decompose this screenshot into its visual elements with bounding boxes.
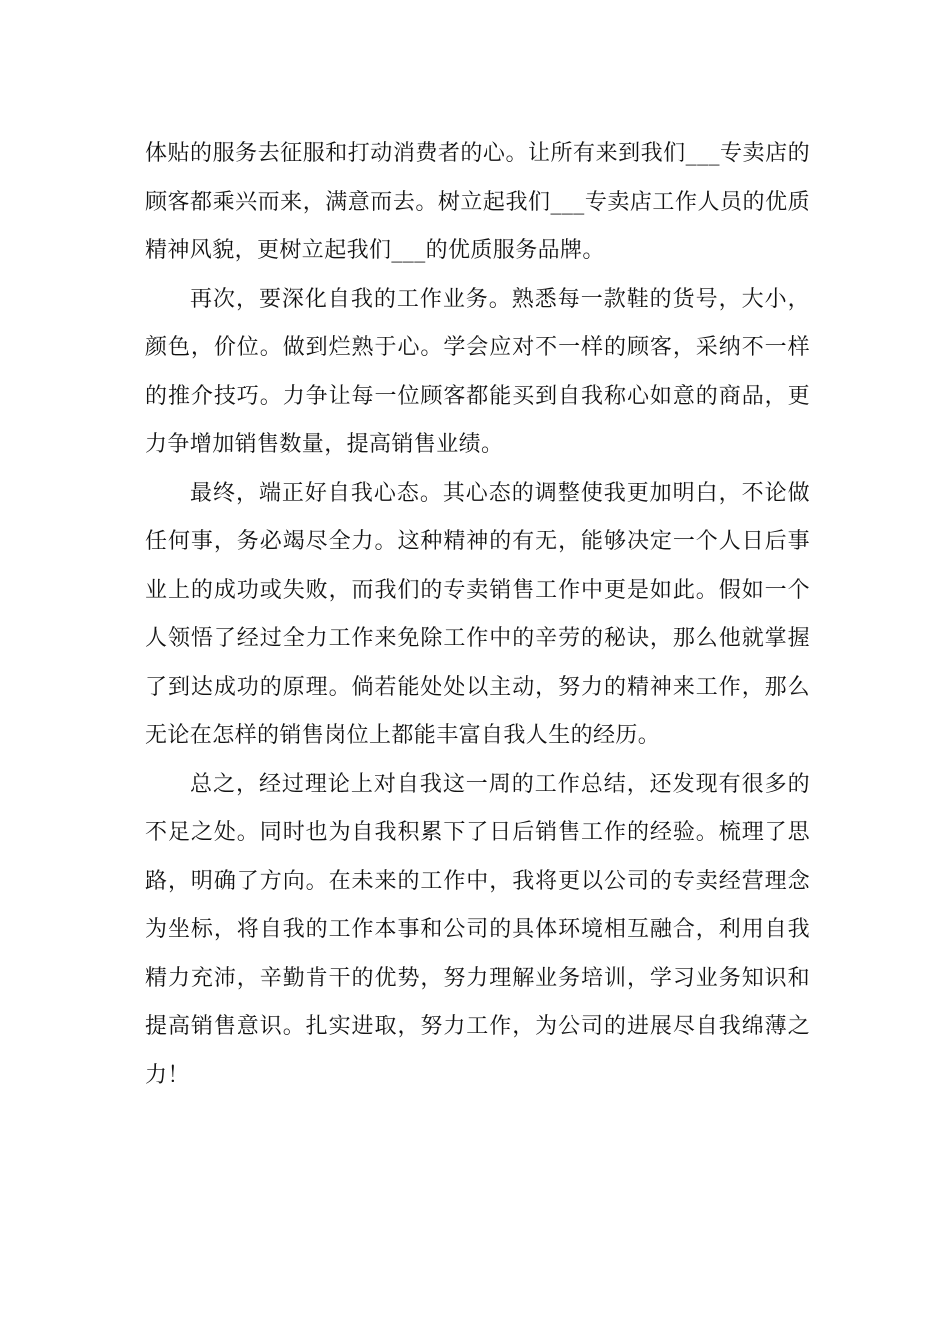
paragraph-attitude: 最终，端正好自我心态。其心态的调整使我更加明白，不论做任何事，务必竭尽全力。这种精神的有无，能够决定一个人日后事业上的成功或失败，而我们的专卖销售工作中更是如此。假如一个人领悟了经过全力工作来免除工作中的辛劳的秘诀，那么他就掌握了到达成功的原理。倘若能处处以主动，努力的精神来工作，那么无论在怎样的销售岗位上都能丰富自我人生的经历。 — [145, 480, 810, 748]
paragraph-deepen-work: 再次，要深化自我的工作业务。熟悉每一款鞋的货号，大小，颜色，价位。做到烂熟于心。学会应对不一样的顾客，采纳不一样的推介技巧。力争让每一位顾客都能买到自我称心如意的商品，更力争增加销售数量，提高销售业绩。 — [145, 286, 810, 457]
paragraph-summary: 总之，经过理论上对自我这一周的工作总结，还发现有很多的不足之处。同时也为自我积累下了日后销售工作的经验。梳理了思路，明确了方向。在未来的工作中，我将更以公司的专卖经营理念为坐标，将自我的工作本事和公司的具体环境相互融合，利用自我精力充沛，辛勤肯干的优势，努力理解业务培训，学习业务知识和提高销售意识。扎实进取，努力工作，为公司的进展尽自我绵薄之力！ — [145, 771, 810, 1088]
paragraph-continuation: 体贴的服务去征服和打动消费者的心。让所有来到我们___专卖店的顾客都乘兴而来，满意而去。树立起我们___专卖店工作人员的优质精神风貌，更树立起我们___的优质服务品牌。 — [145, 141, 810, 263]
document-body — [145, 130, 810, 1100]
